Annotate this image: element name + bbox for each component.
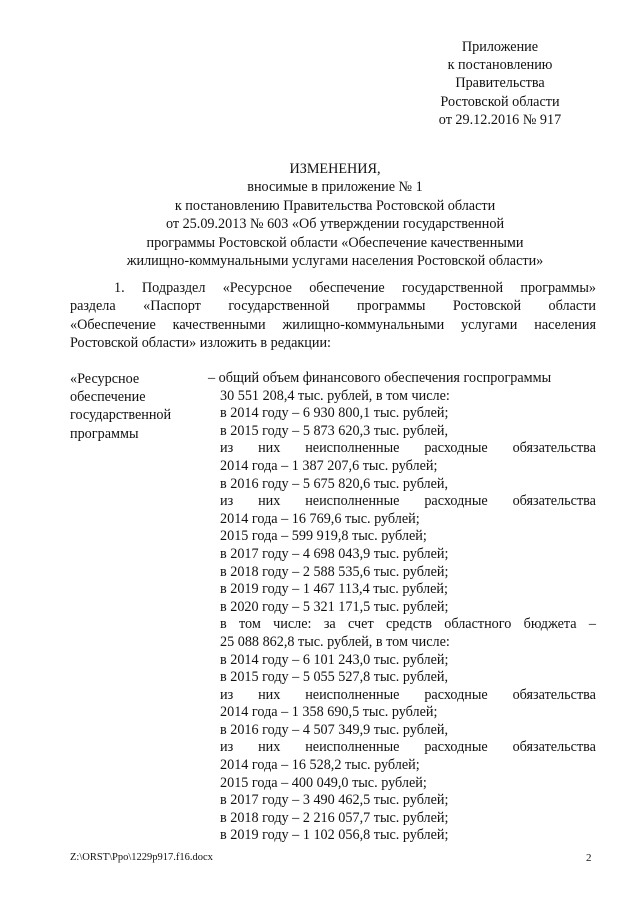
- resource-value-word: –: [588, 616, 596, 633]
- resource-value-line: [208, 739, 596, 757]
- resource-label-line: государственной: [70, 407, 172, 424]
- resource-label-line: обеспечение: [70, 389, 146, 406]
- page-number: 2: [586, 852, 592, 864]
- resource-value-line: в 2017 году – 4 698 043,9 тыс. рублей;: [220, 545, 449, 562]
- title-line: программы Ростовской области «Обеспечение качественными: [146, 234, 524, 251]
- resource-value-line: 2014 года – 1 387 207,6 тыс. рублей;: [220, 457, 438, 474]
- resource-value-line: в 2015 году – 5 055 527,8 тыс. рублей,: [220, 669, 449, 686]
- resource-values: [208, 370, 596, 845]
- intro-paragraph: [70, 279, 596, 353]
- resource-value-word: из: [220, 739, 234, 756]
- appendix-line: от 29.12.2016 № 917: [438, 111, 562, 128]
- resource-value-line: 2014 года – 1 358 690,5 тыс. рублей;: [220, 704, 438, 721]
- resource-value-line: 2015 года – 599 919,8 тыс. рублей;: [220, 528, 427, 545]
- intro-line: «Обеспечение качественными жилищно-коммунальными услугами населения: [70, 316, 596, 333]
- footer-file-path: Z:\ORST\Ppo\1229p917.f16.docx: [70, 852, 213, 863]
- resource-value-word: обязательства: [512, 739, 596, 756]
- resource-value-line: в 2020 году – 5 321 171,5 тыс. рублей;: [220, 598, 449, 615]
- title-line: жилищно-коммунальными услугами населения Ростовской области»: [126, 253, 544, 270]
- resource-value-line: в 2016 году – 5 675 820,6 тыс. рублей,: [220, 475, 449, 492]
- resource-value-word: счет: [348, 616, 374, 633]
- resource-value-word: неисполненные: [305, 686, 400, 703]
- title-heading: ИЗМЕНЕНИЯ,: [289, 161, 381, 177]
- appendix-line: Правительства: [455, 75, 545, 92]
- intro-line: Ростовской области» изложить в редакции:: [70, 335, 331, 352]
- resource-value-word: в: [220, 616, 227, 633]
- resource-value-line: в 2019 году – 1 467 113,4 тыс. рублей;: [220, 581, 448, 598]
- title-line: от 25.09.2013 № 603 «Об утверждении государственной: [165, 216, 505, 233]
- resource-value-word: числе:: [273, 616, 312, 633]
- title-line: к постановлению Правительства Ростовской области: [174, 197, 496, 214]
- intro-line: 1. Подраздел «Ресурсное обеспечение государственной программы»: [114, 280, 596, 296]
- resource-value-word: расходные: [424, 493, 488, 510]
- resource-value-word: средств: [386, 616, 432, 633]
- resource-value-line: в 2019 году – 1 102 056,8 тыс. рублей;: [220, 827, 449, 844]
- resource-value-word: неисполненные: [305, 493, 400, 510]
- resource-label-line: «Ресурсное: [70, 371, 140, 387]
- intro-line: раздела «Паспорт государственной программы Ростовской области: [70, 298, 596, 315]
- appendix-line: Приложение: [461, 39, 539, 55]
- resource-value-line: 2015 года – 400 049,0 тыс. рублей;: [220, 774, 427, 791]
- resource-value-word: из: [220, 686, 234, 703]
- resource-value-line: в 2017 году – 3 490 462,5 тыс. рублей;: [220, 792, 449, 809]
- resource-value-word: расходные: [424, 686, 488, 703]
- resource-value-line: [208, 440, 596, 458]
- appendix-block: [400, 38, 600, 129]
- resource-value-word: обязательства: [512, 686, 596, 703]
- resource-value-word: из: [220, 493, 234, 510]
- resource-value-line: в 2018 году – 2 216 057,7 тыс. рублей;: [220, 809, 449, 826]
- resource-value-line: в 2014 году – 6 930 800,1 тыс. рублей;: [220, 405, 449, 422]
- resource-first-line: – общий объем финансового обеспечения госпрограммы: [208, 370, 552, 386]
- resource-value-word: обязательства: [512, 440, 596, 457]
- resource-value-line: 2014 года – 16 528,2 тыс. рублей;: [220, 757, 420, 774]
- resource-value-line: в 2014 году – 6 101 243,0 тыс. рублей;: [220, 651, 449, 668]
- resource-value-line: 30 551 208,4 тыс. рублей, в том числе:: [220, 387, 450, 404]
- resource-value-line: в 2016 году – 4 507 349,9 тыс. рублей,: [220, 721, 449, 738]
- resource-value-line: в 2015 году – 5 873 620,3 тыс. рублей,: [220, 422, 449, 439]
- resource-value-line: [208, 616, 596, 634]
- resource-value-word: неисполненные: [305, 440, 400, 457]
- document-title: [70, 160, 600, 270]
- resource-value-line: 2014 года – 16 769,6 тыс. рублей;: [220, 510, 420, 527]
- resource-value-word: за: [323, 616, 336, 633]
- resource-label: [70, 370, 210, 443]
- title-line: вносимые в приложение № 1: [247, 179, 423, 196]
- resource-label-line: программы: [70, 425, 139, 442]
- resource-value-word: из: [220, 440, 234, 457]
- resource-value-word: обязательства: [512, 493, 596, 510]
- resource-value-line: 25 088 862,8 тыс. рублей, в том числе:: [220, 633, 450, 650]
- appendix-line: к постановлению: [447, 57, 553, 74]
- resource-value-word: них: [258, 739, 281, 756]
- resource-value-word: том: [239, 616, 261, 633]
- appendix-line: Ростовской области: [440, 93, 560, 110]
- resource-value-line: [208, 493, 596, 511]
- resource-value-line: [208, 687, 596, 705]
- resource-value-word: бюджета: [523, 616, 577, 633]
- resource-value-word: расходные: [424, 440, 488, 457]
- resource-value-word: них: [258, 493, 281, 510]
- resource-value-word: них: [258, 686, 281, 703]
- resource-value-word: неисполненные: [305, 739, 400, 756]
- resource-value-line: в 2018 году – 2 588 535,6 тыс. рублей;: [220, 563, 449, 580]
- resource-value-word: них: [258, 440, 281, 457]
- resource-value-word: расходные: [424, 739, 488, 756]
- resource-value-word: областного: [444, 616, 512, 633]
